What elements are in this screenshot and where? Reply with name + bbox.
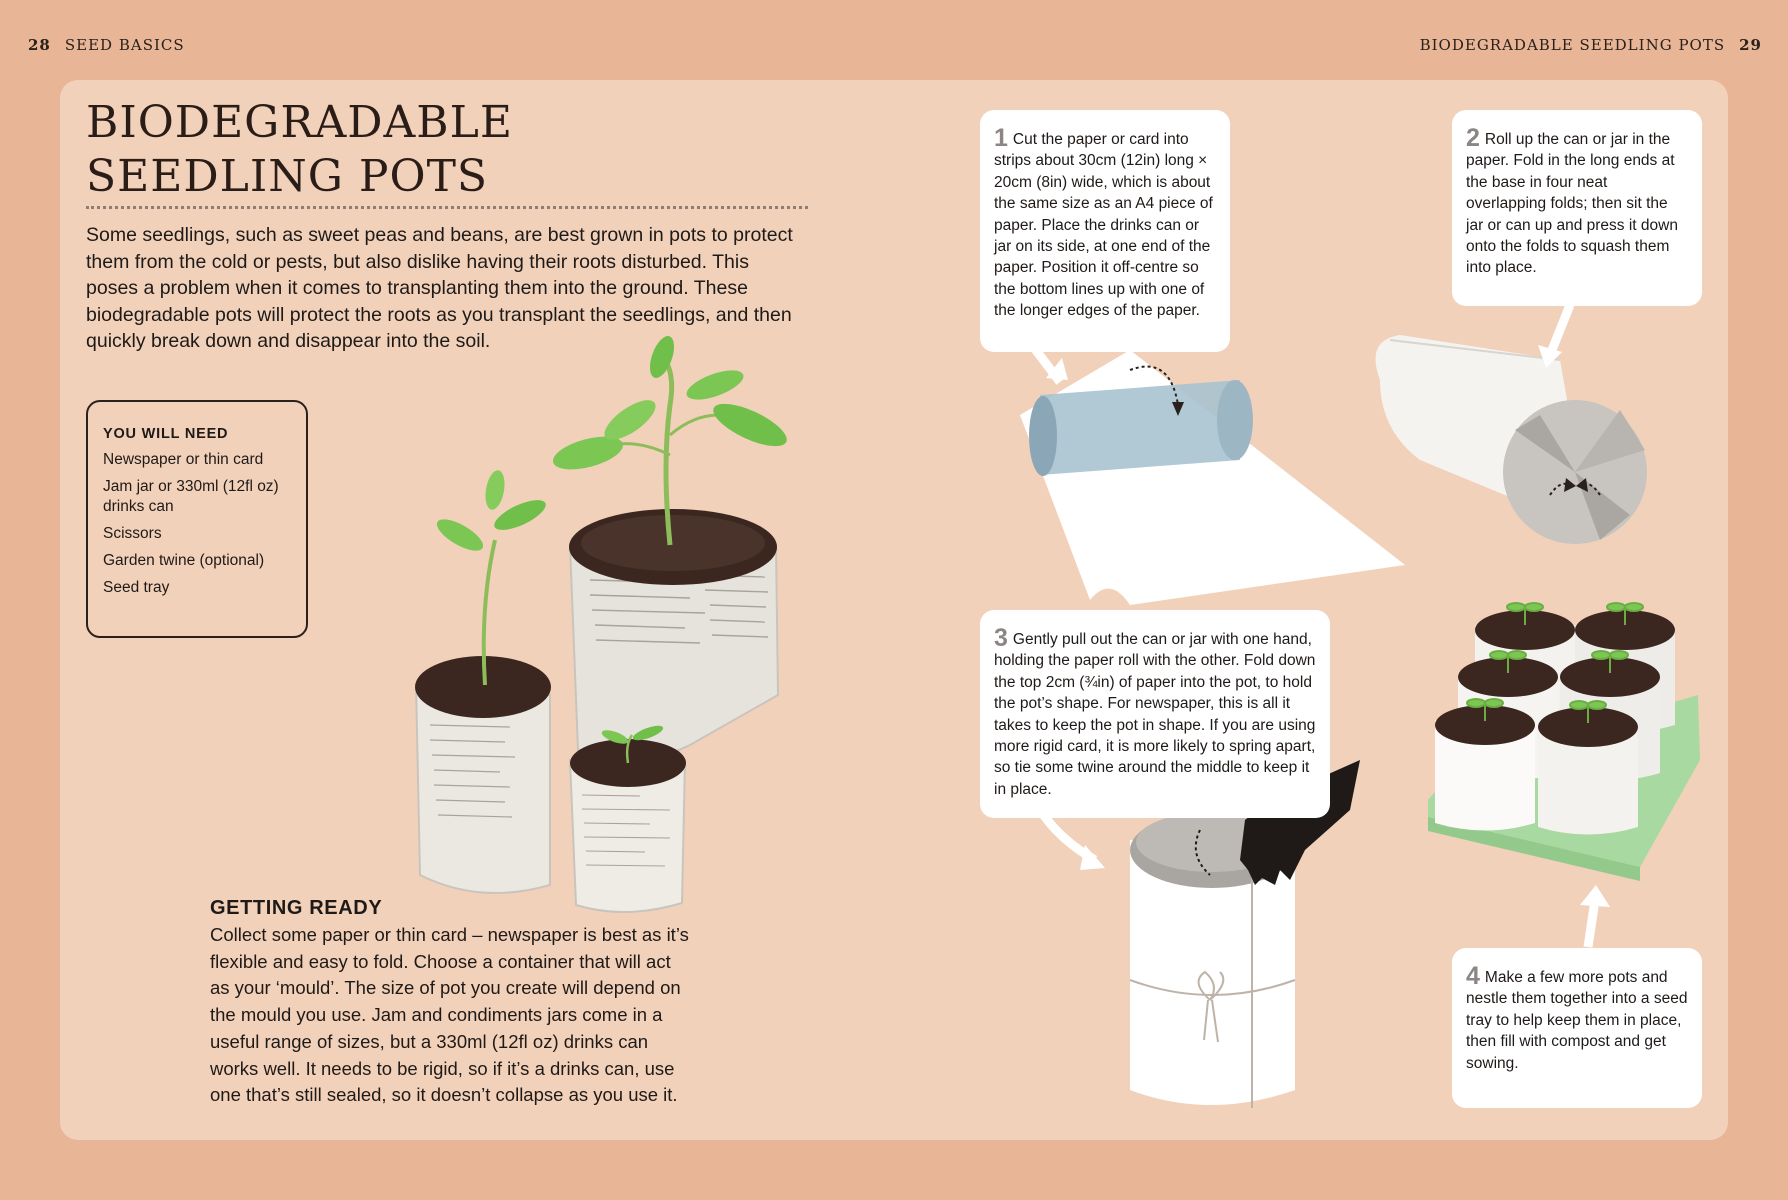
page-number-right: 29 (1739, 36, 1762, 54)
step-4-text: Make a few more pots and nestle them together into a seed tray to help keep them in place, then fill with compost and get sowing. (1466, 969, 1688, 1072)
intro-paragraph: Some seedlings, such as sweet peas and beans, are best grown in pots to protect them from the cold or pests, but also dislike having their roots disturbed. This poses a problem when it comes to transplanting them into the ground. These biodegradable pots will protect the roots as you transplant the seedlings, and then quickly break down and disappear into the soil. (86, 224, 793, 352)
list-item: Seed tray (103, 579, 170, 596)
step-3-text: Gently pull out the can or jar with one hand, holding the paper roll with the other. Fold down the top 2cm (¾in) of paper into the pot, to hold the pot’s shape. For newspaper, this is all it takes to keep the pot in shape. If you are using more rigid card, it is more likely to spring apart, so tie some twine around the middle to keep it in place. (994, 631, 1316, 798)
step-2-illustration (1360, 300, 1680, 560)
list-item: Garden twine (optional) (103, 552, 265, 569)
you-will-need-list (103, 450, 292, 598)
step-4-card (1452, 948, 1702, 1108)
running-head-left (14, 36, 185, 54)
seedling-pots-photo (400, 365, 800, 925)
step-2-text: Roll up the can or jar in the paper. Fold in the long ends at the base in four neat overlapping folds; then sit the jar or can up and press it down onto the folds to squash them into place. (1466, 131, 1678, 277)
step-4-illustration (1420, 595, 1710, 955)
step-4-number: 4 (1466, 962, 1480, 990)
you-will-need-box (86, 400, 308, 638)
step-2-number: 2 (1466, 124, 1480, 152)
you-will-need-heading: YOU WILL NEED (103, 426, 229, 442)
step-1-number: 1 (994, 124, 1008, 152)
title-line-2: SEEDLING POTS (86, 151, 489, 202)
step-1-illustration (1010, 350, 1410, 610)
page-title (86, 96, 513, 204)
getting-ready-heading: GETTING READY (210, 897, 383, 919)
step-1-text: Cut the paper or card into strips about 30cm (12in) long × 20cm (8in) wide, which is about the same size as an A4 piece of paper. Place the drinks can or jar on its side, at one end of the paper. Position it off-centre so the bottom lines up with one of the longer edges of the paper. (994, 131, 1213, 320)
step-3-number: 3 (994, 624, 1008, 652)
list-item: Newspaper or thin card (103, 451, 264, 468)
step-3-card (980, 610, 1330, 818)
list-item: Scissors (103, 525, 162, 542)
title-line-1: BIODEGRADABLE (86, 97, 513, 148)
section-name-right: BIODEGRADABLE SEEDLING POTS (1419, 36, 1726, 54)
section-name-left: SEED BASICS (64, 36, 185, 54)
title-divider (86, 206, 808, 209)
running-head-right (1420, 36, 1776, 54)
page-number-left: 28 (28, 36, 51, 54)
list-item: Jam jar or 330ml (12fl oz) drinks can (103, 478, 279, 515)
getting-ready-text: Collect some paper or thin card – newspaper is best as it’s flexible and easy to fold. Choose a container that will act as your ‘mould’. The size of pot you create will depend on the mould you use. Jam and condiments jars come in a useful range of sizes, but a 330ml (12fl oz) drinks can works well. It needs to be rigid, so if it’s a drinks can, use one that’s still sealed, so it doesn’t collapse as you use it. (210, 924, 689, 1106)
step-1-card (980, 110, 1230, 352)
step-2-card (1452, 110, 1702, 306)
